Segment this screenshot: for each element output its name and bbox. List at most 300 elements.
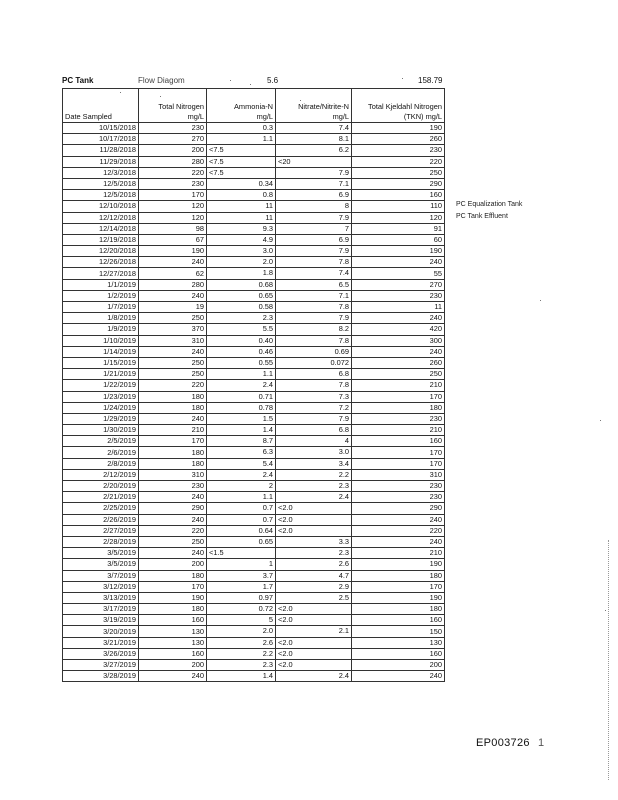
- cell-date: 1/22/2019: [63, 380, 139, 391]
- cell-total-nitrogen: 240: [139, 257, 207, 268]
- cell-total-nitrogen: 240: [139, 514, 207, 525]
- cell-date: 1/24/2019: [63, 402, 139, 413]
- cell-nitrate-nitrite: [276, 413, 352, 424]
- page-mark: 1: [538, 737, 545, 749]
- cell-nitrate-nitrite-value: 4.7: [338, 570, 349, 580]
- table-header-row: [63, 89, 445, 123]
- cell-total-nitrogen: 170: [139, 581, 207, 592]
- table-row: [63, 313, 445, 324]
- cell-ammonia-value: 1: [268, 559, 273, 569]
- cell-total-nitrogen: 180: [139, 447, 207, 458]
- cell-total-nitrogen: 310: [139, 469, 207, 480]
- scan-speck: [540, 300, 541, 301]
- cell-ammonia: [207, 648, 276, 659]
- cell-total-nitrogen: 250: [139, 536, 207, 547]
- cell-tkn: 220: [352, 156, 445, 167]
- cell-ammonia: [207, 548, 276, 559]
- cell-ammonia: [207, 313, 276, 324]
- cell-date: 12/3/2018: [63, 167, 139, 178]
- cell-date: 12/5/2018: [63, 190, 139, 201]
- cell-nitrate-nitrite-qualifier: <2.0: [278, 604, 293, 614]
- cell-tkn: 230: [352, 290, 445, 301]
- cell-total-nitrogen: 240: [139, 671, 207, 682]
- cell-date: 11/29/2018: [63, 156, 139, 167]
- cell-tkn: 240: [352, 536, 445, 547]
- cell-total-nitrogen: 310: [139, 335, 207, 346]
- cell-nitrate-nitrite-qualifier: <2.0: [278, 514, 293, 524]
- cell-total-nitrogen: 200: [139, 559, 207, 570]
- cell-nitrate-nitrite-qualifier: <2.0: [278, 525, 293, 535]
- cell-nitrate-nitrite: [276, 637, 352, 648]
- cell-nitrate-nitrite-value: 8.1: [338, 134, 349, 144]
- scan-speck: [230, 80, 231, 81]
- cell-ammonia: [207, 391, 276, 402]
- cell-date: 3/27/2019: [63, 660, 139, 671]
- cell-nitrate-nitrite: [276, 660, 352, 671]
- cell-ammonia-value: 0.68: [258, 279, 273, 289]
- cell-nitrate-nitrite: [276, 246, 352, 257]
- cell-total-nitrogen: 240: [139, 413, 207, 424]
- cell-nitrate-nitrite: [276, 380, 352, 391]
- cell-nitrate-nitrite: [276, 402, 352, 413]
- cell-tkn: 290: [352, 178, 445, 189]
- cell-nitrate-nitrite-value: 8: [344, 201, 349, 211]
- cell-total-nitrogen: 98: [139, 223, 207, 234]
- cell-total-nitrogen: 160: [139, 648, 207, 659]
- cell-date: 1/30/2019: [63, 425, 139, 436]
- cell-ammonia: [207, 156, 276, 167]
- sheet-title: PC Tank: [62, 76, 94, 85]
- cell-total-nitrogen: 170: [139, 436, 207, 447]
- cell-total-nitrogen: 190: [139, 246, 207, 257]
- cell-ammonia: [207, 145, 276, 156]
- cell-date: 3/19/2019: [63, 615, 139, 626]
- cell-tkn: 220: [352, 525, 445, 536]
- cell-nitrate-nitrite: [276, 626, 352, 637]
- cell-ammonia-value: 5.5: [262, 324, 273, 334]
- cell-total-nitrogen: 180: [139, 604, 207, 615]
- cell-date: 2/20/2019: [63, 481, 139, 492]
- cell-date: 2/26/2019: [63, 514, 139, 525]
- table-row: [63, 290, 445, 301]
- table-row: [63, 525, 445, 536]
- cell-total-nitrogen: 120: [139, 212, 207, 223]
- scan-edge-noise: [608, 540, 610, 780]
- cell-nitrate-nitrite: [276, 369, 352, 380]
- cell-ammonia: [207, 436, 276, 447]
- cell-nitrate-nitrite: [276, 313, 352, 324]
- cell-tkn: 170: [352, 447, 445, 458]
- table-row: [63, 648, 445, 659]
- cell-date: 3/21/2019: [63, 637, 139, 648]
- cell-tkn: 190: [352, 246, 445, 257]
- cell-tkn: 91: [352, 223, 445, 234]
- table-row: [63, 492, 445, 503]
- cell-nitrate-nitrite-value: 2.4: [338, 492, 349, 502]
- cell-ammonia: [207, 536, 276, 547]
- cell-total-nitrogen: 130: [139, 637, 207, 648]
- cell-ammonia: [207, 570, 276, 581]
- cell-nitrate-nitrite: [276, 391, 352, 402]
- cell-nitrate-nitrite: [276, 223, 352, 234]
- cell-total-nitrogen: 250: [139, 357, 207, 368]
- cell-ammonia: [207, 257, 276, 268]
- cell-tkn: 230: [352, 481, 445, 492]
- cell-nitrate-nitrite-value: 7.1: [338, 178, 349, 188]
- cell-nitrate-nitrite-value: 3.0: [338, 447, 349, 457]
- cell-tkn: 250: [352, 167, 445, 178]
- table-row: [63, 134, 445, 145]
- cell-ammonia: [207, 514, 276, 525]
- table-row: [63, 447, 445, 458]
- cell-tkn: 420: [352, 324, 445, 335]
- table-row: [63, 604, 445, 615]
- cell-date: 3/20/2019: [63, 626, 139, 637]
- scan-speck: [605, 610, 606, 611]
- cell-ammonia-value: 1.1: [262, 134, 273, 144]
- cell-ammonia-value: 2.4: [262, 380, 273, 390]
- table-row: [63, 458, 445, 469]
- cell-ammonia-value: 0.64: [258, 525, 273, 535]
- cell-ammonia-value: 4.9: [262, 234, 273, 244]
- cell-total-nitrogen: 120: [139, 201, 207, 212]
- scan-speck: [250, 84, 251, 85]
- table-row: [63, 190, 445, 201]
- cell-nitrate-nitrite: [276, 335, 352, 346]
- cell-ammonia-value: 0.46: [258, 346, 273, 356]
- table-row: [63, 201, 445, 212]
- table-row: [63, 167, 445, 178]
- cell-total-nitrogen: 230: [139, 178, 207, 189]
- cell-ammonia: [207, 492, 276, 503]
- cell-ammonia: [207, 324, 276, 335]
- cell-tkn: 260: [352, 357, 445, 368]
- cell-nitrate-nitrite: [276, 581, 352, 592]
- cell-ammonia: [207, 525, 276, 536]
- cell-nitrate-nitrite: [276, 257, 352, 268]
- table-row: [63, 324, 445, 335]
- cell-nitrate-nitrite-value: 0.69: [334, 346, 349, 356]
- cell-ammonia: [207, 604, 276, 615]
- header-value-2: 158.79: [418, 76, 443, 85]
- cell-date: 3/5/2019: [63, 548, 139, 559]
- cell-nitrate-nitrite: [276, 145, 352, 156]
- table-row: [63, 581, 445, 592]
- table-row: [63, 469, 445, 480]
- cell-nitrate-nitrite: [276, 615, 352, 626]
- cell-date: 3/5/2019: [63, 559, 139, 570]
- cell-tkn: 55: [352, 268, 445, 279]
- cell-nitrate-nitrite: [276, 559, 352, 570]
- cell-nitrate-nitrite: [276, 134, 352, 145]
- table-row: [63, 559, 445, 570]
- cell-nitrate-nitrite-value: 6.9: [338, 234, 349, 244]
- flow-label: Flow Diagom: [138, 76, 185, 85]
- table-row: [63, 536, 445, 547]
- table-row: [63, 257, 445, 268]
- cell-date: 1/15/2019: [63, 357, 139, 368]
- cell-total-nitrogen: 62: [139, 268, 207, 279]
- cell-nitrate-nitrite: [276, 268, 352, 279]
- cell-nitrate-nitrite: [276, 447, 352, 458]
- cell-date: 2/21/2019: [63, 492, 139, 503]
- cell-ammonia-value: 0.55: [258, 357, 273, 367]
- cell-ammonia-value: 0.3: [262, 123, 273, 132]
- cell-date: 2/5/2019: [63, 436, 139, 447]
- cell-ammonia: [207, 637, 276, 648]
- cell-ammonia: [207, 178, 276, 189]
- cell-tkn: 240: [352, 671, 445, 682]
- cell-nitrate-nitrite-value: 2.2: [338, 469, 349, 479]
- cell-total-nitrogen: 230: [139, 123, 207, 134]
- cell-date: 3/28/2019: [63, 671, 139, 682]
- cell-total-nitrogen: 180: [139, 458, 207, 469]
- cell-nitrate-nitrite-value: 6.8: [338, 425, 349, 435]
- table-row: [63, 234, 445, 245]
- cell-ammonia-value: 6.3: [262, 447, 273, 457]
- cell-ammonia: [207, 357, 276, 368]
- table-row: [63, 548, 445, 559]
- cell-tkn: 11: [352, 302, 445, 313]
- table-row: [63, 425, 445, 436]
- cell-total-nitrogen: 170: [139, 190, 207, 201]
- cell-date: 1/23/2019: [63, 391, 139, 402]
- cell-date: 2/6/2019: [63, 447, 139, 458]
- cell-date: 3/7/2019: [63, 570, 139, 581]
- cell-date: 3/17/2019: [63, 604, 139, 615]
- cell-ammonia-qualifier: <1.5: [209, 548, 224, 558]
- cell-ammonia: [207, 369, 276, 380]
- cell-nitrate-nitrite-qualifier: <2.0: [278, 615, 293, 625]
- cell-nitrate-nitrite-value: 2.9: [338, 581, 349, 591]
- cell-tkn: 290: [352, 503, 445, 514]
- cell-nitrate-nitrite-value: 4: [344, 436, 349, 446]
- cell-date: 1/10/2019: [63, 335, 139, 346]
- cell-ammonia-value: 0.8: [262, 190, 273, 200]
- cell-nitrate-nitrite: [276, 178, 352, 189]
- cell-total-nitrogen: 240: [139, 346, 207, 357]
- cell-tkn: 240: [352, 514, 445, 525]
- table-row: [63, 402, 445, 413]
- cell-nitrate-nitrite-value: 7.9: [338, 313, 349, 323]
- cell-nitrate-nitrite: [276, 156, 352, 167]
- cell-ammonia-value: 0.40: [258, 335, 273, 345]
- bates-number: EP003726: [476, 737, 530, 749]
- cell-ammonia: [207, 581, 276, 592]
- cell-ammonia: [207, 447, 276, 458]
- table-row: [63, 123, 445, 134]
- cell-nitrate-nitrite: [276, 536, 352, 547]
- table-row: [63, 335, 445, 346]
- cell-ammonia: [207, 469, 276, 480]
- cell-nitrate-nitrite: [276, 279, 352, 290]
- cell-ammonia-value: 0.58: [258, 302, 273, 311]
- col-header-nitrate-nitrite: Nitrate/Nitrite-N mg/L: [276, 89, 352, 123]
- cell-nitrate-nitrite-value: 3.3: [338, 536, 349, 546]
- cell-nitrate-nitrite: [276, 436, 352, 447]
- cell-ammonia: [207, 615, 276, 626]
- scan-speck: [160, 96, 161, 97]
- cell-tkn: 170: [352, 458, 445, 469]
- cell-tkn: 260: [352, 134, 445, 145]
- cell-tkn: 240: [352, 257, 445, 268]
- cell-date: 1/1/2019: [63, 279, 139, 290]
- cell-ammonia: [207, 234, 276, 245]
- cell-nitrate-nitrite: [276, 346, 352, 357]
- cell-tkn: 310: [352, 469, 445, 480]
- cell-date: 3/13/2019: [63, 592, 139, 603]
- cell-tkn: 230: [352, 145, 445, 156]
- cell-total-nitrogen: 250: [139, 369, 207, 380]
- cell-ammonia: [207, 481, 276, 492]
- cell-total-nitrogen: 180: [139, 570, 207, 581]
- cell-ammonia: [207, 425, 276, 436]
- table-row: [63, 413, 445, 424]
- cell-date: 1/2/2019: [63, 290, 139, 301]
- cell-ammonia-value: 3.7: [262, 570, 273, 580]
- cell-tkn: 120: [352, 212, 445, 223]
- cell-nitrate-nitrite-value: 7.9: [338, 212, 349, 222]
- cell-total-nitrogen: 230: [139, 481, 207, 492]
- cell-nitrate-nitrite-value: 7.8: [338, 302, 349, 311]
- cell-ammonia: [207, 201, 276, 212]
- cell-total-nitrogen: 19: [139, 302, 207, 313]
- header-value-1: 5.6: [267, 76, 279, 85]
- table-row: [63, 592, 445, 603]
- cell-total-nitrogen: 280: [139, 279, 207, 290]
- cell-nitrate-nitrite-value: 2.1: [338, 626, 349, 636]
- cell-nitrate-nitrite-value: 7: [344, 223, 349, 233]
- cell-ammonia-qualifier: <7.5: [209, 167, 224, 177]
- cell-ammonia: [207, 626, 276, 637]
- cell-nitrate-nitrite-value: 7.8: [338, 257, 349, 267]
- cell-date: 10/15/2018: [63, 123, 139, 134]
- table-row: [63, 346, 445, 357]
- table-row: [63, 302, 445, 313]
- scan-speck: [402, 78, 403, 79]
- table-row: [63, 514, 445, 525]
- cell-nitrate-nitrite: [276, 357, 352, 368]
- cell-date: 12/20/2018: [63, 246, 139, 257]
- cell-nitrate-nitrite-qualifier: <2.0: [278, 503, 293, 513]
- table-row: [63, 671, 445, 682]
- cell-nitrate-nitrite-qualifier: <2.0: [278, 660, 293, 669]
- cell-ammonia: [207, 290, 276, 301]
- cell-nitrate-nitrite: [276, 302, 352, 313]
- cell-nitrate-nitrite: [276, 212, 352, 223]
- cell-ammonia: [207, 223, 276, 234]
- table-row: [63, 570, 445, 581]
- cell-nitrate-nitrite-value: 0.072: [330, 357, 349, 367]
- cell-ammonia: [207, 413, 276, 424]
- cell-date: 3/12/2019: [63, 581, 139, 592]
- cell-tkn: 60: [352, 234, 445, 245]
- cell-tkn: 270: [352, 279, 445, 290]
- cell-date: 12/27/2018: [63, 268, 139, 279]
- table-row: [63, 145, 445, 156]
- cell-tkn: 180: [352, 570, 445, 581]
- table-row: [63, 626, 445, 637]
- cell-ammonia-value: 2.3: [262, 313, 273, 323]
- cell-date: 2/28/2019: [63, 536, 139, 547]
- cell-nitrate-nitrite: [276, 324, 352, 335]
- cell-ammonia-value: 1.4: [262, 671, 273, 681]
- cell-tkn: 160: [352, 190, 445, 201]
- table-row: [63, 178, 445, 189]
- cell-ammonia-value: 2.3: [262, 660, 273, 669]
- cell-nitrate-nitrite: [276, 190, 352, 201]
- cell-total-nitrogen: 210: [139, 425, 207, 436]
- cell-ammonia-value: 5: [268, 615, 273, 625]
- cell-nitrate-nitrite: [276, 290, 352, 301]
- cell-tkn: 180: [352, 402, 445, 413]
- cell-tkn: 180: [352, 604, 445, 615]
- cell-total-nitrogen: 200: [139, 660, 207, 671]
- cell-date: 2/25/2019: [63, 503, 139, 514]
- cell-ammonia: [207, 302, 276, 313]
- cell-total-nitrogen: 240: [139, 548, 207, 559]
- cell-nitrate-nitrite: [276, 234, 352, 245]
- cell-date: 1/21/2019: [63, 369, 139, 380]
- cell-tkn: 210: [352, 548, 445, 559]
- cell-nitrate-nitrite: [276, 548, 352, 559]
- cell-nitrate-nitrite-value: 6.2: [338, 145, 349, 155]
- table-row: [63, 246, 445, 257]
- cell-nitrate-nitrite-qualifier: <2.0: [278, 648, 293, 658]
- cell-tkn: 250: [352, 369, 445, 380]
- cell-ammonia-value: 9.3: [262, 223, 273, 233]
- nitrogen-results-table: [62, 88, 445, 682]
- cell-date: 1/29/2019: [63, 413, 139, 424]
- cell-total-nitrogen: 220: [139, 525, 207, 536]
- cell-nitrate-nitrite-value: 8.2: [338, 324, 349, 334]
- cell-ammonia-value: 2.4: [262, 469, 273, 479]
- cell-total-nitrogen: 240: [139, 290, 207, 301]
- cell-ammonia-value: 11: [265, 201, 273, 211]
- cell-ammonia-value: 0.34: [258, 178, 273, 188]
- cell-ammonia-qualifier: <7.5: [209, 145, 224, 155]
- cell-nitrate-nitrite-value: 7.8: [338, 380, 349, 390]
- cell-ammonia: [207, 592, 276, 603]
- cell-total-nitrogen: 290: [139, 503, 207, 514]
- table-body: [63, 123, 445, 682]
- cell-tkn: 150: [352, 626, 445, 637]
- cell-total-nitrogen: 180: [139, 391, 207, 402]
- table-row: [63, 369, 445, 380]
- cell-total-nitrogen: 370: [139, 324, 207, 335]
- cell-ammonia: [207, 246, 276, 257]
- cell-date: 12/5/2018: [63, 178, 139, 189]
- cell-tkn: 210: [352, 425, 445, 436]
- cell-nitrate-nitrite-value: 7.3: [338, 391, 349, 401]
- cell-ammonia: [207, 167, 276, 178]
- cell-nitrate-nitrite: [276, 525, 352, 536]
- cell-tkn: 190: [352, 123, 445, 134]
- cell-nitrate-nitrite: [276, 570, 352, 581]
- cell-date: 2/12/2019: [63, 469, 139, 480]
- cell-date: 2/27/2019: [63, 525, 139, 536]
- cell-total-nitrogen: 200: [139, 145, 207, 156]
- cell-tkn: 230: [352, 492, 445, 503]
- table-row: [63, 380, 445, 391]
- cell-date: 3/26/2019: [63, 648, 139, 659]
- cell-date: 1/7/2019: [63, 302, 139, 313]
- cell-ammonia-value: 0.65: [258, 536, 273, 546]
- cell-nitrate-nitrite: [276, 425, 352, 436]
- cell-ammonia: [207, 380, 276, 391]
- cell-nitrate-nitrite: [276, 671, 352, 682]
- cell-nitrate-nitrite: [276, 514, 352, 525]
